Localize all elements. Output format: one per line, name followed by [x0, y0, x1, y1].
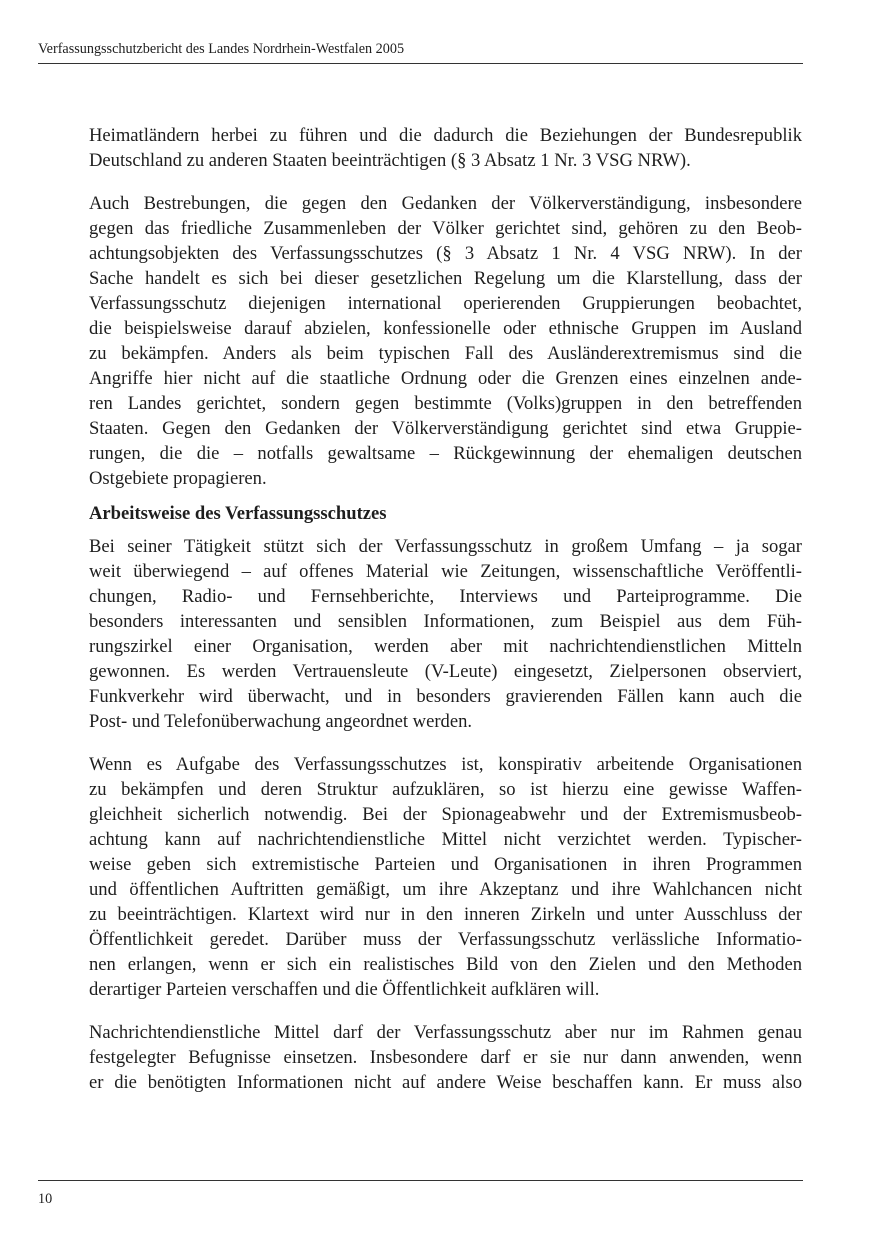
text-line: rungszirkel einer Organisation, werden aber mit nachrichtendienstlichen Mitteln	[89, 636, 802, 657]
section-heading: Arbeitsweise des Verfassungsschutzes	[89, 503, 387, 524]
text-line: Ostgebiete propagieren.	[89, 468, 267, 489]
text-line: derartiger Parteien verschaffen und die Öffentlichkeit aufklären will.	[89, 979, 600, 1000]
text-line: Sache handelt es sich bei dieser gesetzlichen Regelung um die Klarstellung, dass der	[89, 268, 802, 289]
text-line: zu bekämpfen. Anders als beim typischen Fall des Ausländerextremismus sind die	[89, 343, 802, 364]
paragraph-4	[89, 752, 802, 1002]
text-line: Funkverkehr wird überwacht, und in besonders gravierenden Fällen kann auch die	[89, 686, 802, 707]
text-line: weit überwiegend – auf offenes Material wie Zeitungen, wissenschaftliche Veröffentli-	[89, 561, 802, 582]
text-line: gewonnen. Es werden Vertrauensleute (V-Leute) eingesetzt, Zielpersonen observiert,	[89, 661, 802, 682]
page-number: 10	[38, 1191, 53, 1207]
text-line: Angriffe hier nicht auf die staatliche Ordnung oder die Grenzen eines einzelnen ande-	[89, 368, 802, 389]
text-line: achtung kann auf nachrichtendienstliche Mittel nicht verzichtet werden. Typischer-	[89, 829, 802, 850]
text-line: er die benötigten Informationen nicht auf andere Weise beschaffen kann. Er muss also	[89, 1072, 802, 1093]
text-line: ren Landes gerichtet, sondern gegen bestimmte (Volks)gruppen in den betreffenden	[89, 393, 802, 414]
paragraph-1	[89, 123, 802, 173]
text-line: Heimatländern herbei zu führen und die dadurch die Beziehungen der Bundesrepublik	[89, 125, 802, 146]
document-title: Verfassungsschutzbericht des Landes Nordrhein-Westfalen 2005	[38, 41, 405, 57]
text-line: gegen das friedliche Zusammenleben der Völker gerichtet sind, gehören zu den Beob-	[89, 218, 802, 239]
text-line: nen erlangen, wenn er sich ein realistisches Bild von den Zielen und den Methoden	[89, 954, 802, 975]
text-line: rungen, die die – notfalls gewaltsame – Rückgewinnung der ehemaligen deutschen	[89, 443, 802, 464]
page-body	[89, 123, 802, 1095]
text-line: festgelegter Befugnisse einsetzen. Insbesondere darf er sie nur dann anwenden, wenn	[89, 1047, 802, 1068]
text-line: und öffentlichen Auftritten gemäßigt, um ihre Akzeptanz und ihre Wahlchancen nicht	[89, 879, 802, 900]
text-line: weise geben sich extremistische Parteien und Organisationen in ihren Programmen	[89, 854, 802, 875]
text-line: Post- und Telefonüberwachung angeordnet werden.	[89, 711, 473, 732]
text-line: Bei seiner Tätigkeit stützt sich der Verfassungsschutz in großem Umfang – ja sogar	[89, 536, 802, 557]
text-line: die beispielsweise darauf abzielen, konfessionelle oder ethnische Gruppen im Ausland	[89, 318, 802, 339]
text-line: Wenn es Aufgabe des Verfassungsschutzes ist, konspirativ arbeitende Organisationen	[89, 754, 802, 775]
text-line: Staaten. Gegen den Gedanken der Völkerverständigung gerichtet sind etwa Gruppie-	[89, 418, 802, 439]
paragraph-5	[89, 1020, 802, 1095]
text-line: Deutschland zu anderen Staaten beeinträchtigen (§ 3 Absatz 1 Nr. 3 VSG NRW).	[89, 150, 691, 171]
paragraph-3	[89, 534, 802, 734]
text-line: zu beeinträchtigen. Klartext wird nur in den inneren Zirkeln und unter Ausschluss der	[89, 904, 802, 925]
text-line: zu bekämpfen und deren Struktur aufzuklären, so ist hierzu eine gewisse Waffen-	[89, 779, 802, 800]
text-line: gleichheit sicherlich notwendig. Bei der Spionageabwehr und der Extremismusbeob-	[89, 804, 802, 825]
text-line: besonders interessanten und sensiblen Informationen, zum Beispiel aus dem Füh-	[89, 611, 802, 632]
section-heading-block	[89, 501, 802, 526]
text-line: achtungsobjekten des Verfassungsschutzes (§ 3 Absatz 1 Nr. 4 VSG NRW). In der	[89, 243, 802, 264]
text-line: Auch Bestrebungen, die gegen den Gedanken der Völkerverständigung, insbesondere	[89, 193, 802, 214]
text-line: chungen, Radio- und Fernsehberichte, Interviews und Parteiprogramme. Die	[89, 586, 802, 607]
text-line: Verfassungsschutz diejenigen international operierenden Gruppierungen beobachtet,	[89, 293, 802, 314]
paragraph-2	[89, 191, 802, 491]
text-line: Öffentlichkeit geredet. Darüber muss der Verfassungsschutz verlässliche Informatio-	[89, 929, 802, 950]
running-header	[38, 40, 803, 64]
text-line: Nachrichtendienstliche Mittel darf der Verfassungsschutz aber nur im Rahmen genau	[89, 1022, 802, 1043]
running-footer	[38, 1180, 803, 1207]
